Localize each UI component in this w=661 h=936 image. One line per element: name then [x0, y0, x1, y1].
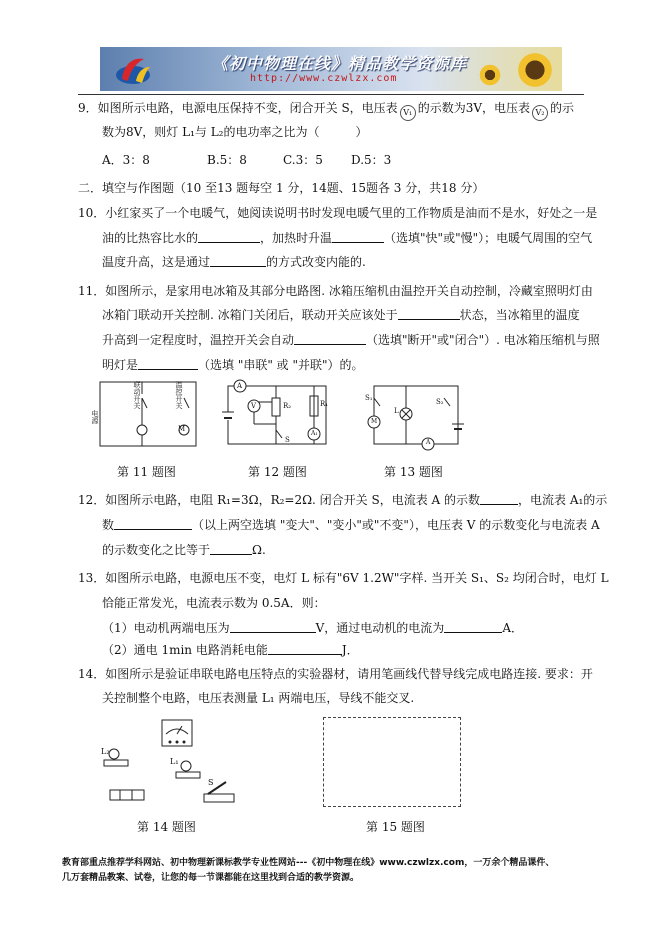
q11-line4: 明灯是 （选填 "串联" 或 "并联"）的。 — [102, 358, 364, 372]
fig12-circuit — [214, 378, 334, 454]
fig13-l: L — [394, 407, 399, 415]
fig11-label-b: 温控开关 — [175, 381, 183, 409]
option-a: A．3：8 — [102, 153, 150, 167]
fig13-s2: S₂ — [436, 398, 444, 406]
caption-fig13: 第 13 题图 — [384, 465, 443, 479]
banner-url[interactable]: http://www.czwlzx.com — [250, 73, 398, 84]
bulb-l2-icon — [109, 749, 119, 759]
q12-blank-1[interactable] — [480, 493, 518, 505]
voltmeter-v1-icon: V₁ — [400, 105, 416, 121]
q13-line2: 恰能正常发光，电流表示数为 0.5A．则： — [102, 596, 326, 610]
fig13-circuit — [358, 380, 466, 454]
caption-fig12: 第 12 题图 — [248, 465, 307, 479]
q13-line4: （2）通电 1min 电路消耗电能 J． — [102, 643, 359, 657]
q11-blank-1[interactable] — [398, 308, 460, 320]
fig14-l1: L₁ — [170, 757, 179, 766]
fig12-voltmeter-v: V — [251, 402, 257, 410]
option-b: B.5：8 — [207, 153, 247, 167]
site-logo-icon — [114, 53, 152, 87]
fig12-r1: R₁ — [320, 400, 329, 408]
q13-line1: 13．如图所示电路，电源电压不变，电灯 L 标有"6V 1.2W"字样. 当开关 S₁、S₂ 均闭合时，电灯 L — [78, 571, 609, 585]
q12-line1: 12．如图所示电路，电阻 R₁=3Ω，R₂=2Ω. 闭合开关 S，电流表 A 的示数 ，电流表 A₁的示 — [78, 493, 608, 507]
banner-title: 《初中物理在线》精品教学资源库 — [212, 54, 468, 73]
footer-line2: 几万套精品教案、试卷，让您的每一节课都能在这里找到合适的教学资源。 — [62, 873, 360, 883]
q12-blank-3[interactable] — [210, 543, 252, 555]
q12-line3: 的示数变化之比等于 Ω. — [102, 543, 266, 557]
q13-line3: （1）电动机两端电压为 V，通过电动机的电流为 A． — [102, 621, 523, 635]
fig11-label-c: 电源 — [91, 410, 99, 424]
caption-fig14: 第 14 题图 — [137, 820, 196, 834]
q13-blank-1[interactable] — [230, 621, 316, 633]
sunflower-icon — [478, 63, 502, 87]
fig12-switch-s: S — [285, 436, 290, 444]
fig13-ammeter: A — [426, 439, 431, 446]
section-2-title: 二．填空与作图题（10 至13 题每空 1 分，14题、15题各 3 分，共18 分） — [78, 181, 485, 195]
fig14-s: S — [208, 778, 214, 787]
q9-line1: 9．如图所示电路，电源电压保持不变，闭合开关 S，电压表 V₁ 的示数为3V，电压表 V₂ 的示 — [78, 100, 574, 121]
q12-line2: 数 （以上两空选填 "变大"、"变小"或"不变"），电压表 V 的示数变化与电流表 A — [102, 518, 600, 532]
q10-blank-1[interactable] — [198, 231, 260, 243]
switch-icon — [204, 794, 234, 802]
fig14-equipment — [96, 714, 266, 814]
q13-blank-2[interactable] — [444, 621, 502, 633]
fig11-motor-label: M — [178, 425, 186, 433]
q14-line2: 关控制整个电路，电压表测量 L₁ 两端电压，导线不能交叉. — [102, 691, 415, 705]
q12-blank-2[interactable] — [114, 518, 192, 530]
q11-blank-3[interactable] — [138, 358, 198, 370]
fig12-ammeter-a: A — [237, 382, 243, 390]
q10-line3: 温度升高，这是通过 的方式改变内能的. — [102, 255, 366, 269]
fig13-s1: S₁ — [365, 394, 373, 402]
q13-blank-3[interactable] — [268, 643, 342, 655]
fig15-answer-box[interactable] — [323, 717, 461, 807]
q10-blank-3[interactable] — [210, 255, 266, 267]
bulb-l1-icon — [181, 761, 191, 771]
q11-line3: 升高到一定程度时，温控开关会自动 （选填"断开"或"闭合"）. 电冰箱压缩机与照 — [102, 333, 600, 347]
fig13-motor: M — [371, 418, 378, 425]
fig12-r2: R₂ — [283, 402, 292, 410]
fig11-label-a: 联动开关 — [133, 381, 141, 409]
q10-blank-2[interactable] — [332, 231, 384, 243]
caption-fig15: 第 15 题图 — [366, 820, 425, 834]
q10-line1: 10．小红家买了一个电暖气，她阅读说明书时发现电暖气里的工作物质是油而不是水，好处之一是 — [78, 206, 598, 220]
option-c: C.3：5 — [283, 153, 323, 167]
sunflower-icon — [516, 51, 554, 89]
q11-line2: 冰箱门联动开关控制. 冰箱门关闭后，联动开关应该处于 状态，当冰箱里的温度 — [102, 308, 580, 322]
fig14-l2: L₂ — [101, 747, 110, 756]
battery-icon — [110, 790, 144, 800]
q9-line2: 数为8V，则灯 L₁与 L₂的电功率之比为（ ） — [102, 125, 368, 139]
lamp-icon — [137, 425, 147, 435]
q11-blank-2[interactable] — [294, 333, 366, 345]
q10-line2: 油的比热容比水的 ，加热时升温 （选填"快"或"慢"）；电暖气周围的空气 — [102, 231, 593, 245]
option-d: D.5：3 — [351, 153, 392, 167]
q9-options — [102, 152, 391, 168]
q14-line1: 14．如图所示是验证串联电路电压特点的实验器材，请用笔画线代替导线完成电路连接. 要求：开 — [78, 667, 593, 681]
q11-line1: 11．如图所示，是家用电冰箱及其部分电路图. 冰箱压缩机由温控开关自动控制，冷藏室照明灯由 — [78, 284, 593, 298]
fig12-ammeter-a1: A₁ — [311, 430, 318, 437]
header-divider — [78, 94, 584, 95]
header-banner — [100, 47, 562, 91]
voltmeter-v2-icon: V₂ — [532, 105, 548, 121]
footer-line1: 教育部重点推荐学科网站、初中物理新课标教学专业性网站---《初中物理在线》www.czwlzx.com，一万余个精品课件、 — [62, 858, 555, 868]
caption-fig11: 第 11 题图 — [117, 465, 176, 479]
